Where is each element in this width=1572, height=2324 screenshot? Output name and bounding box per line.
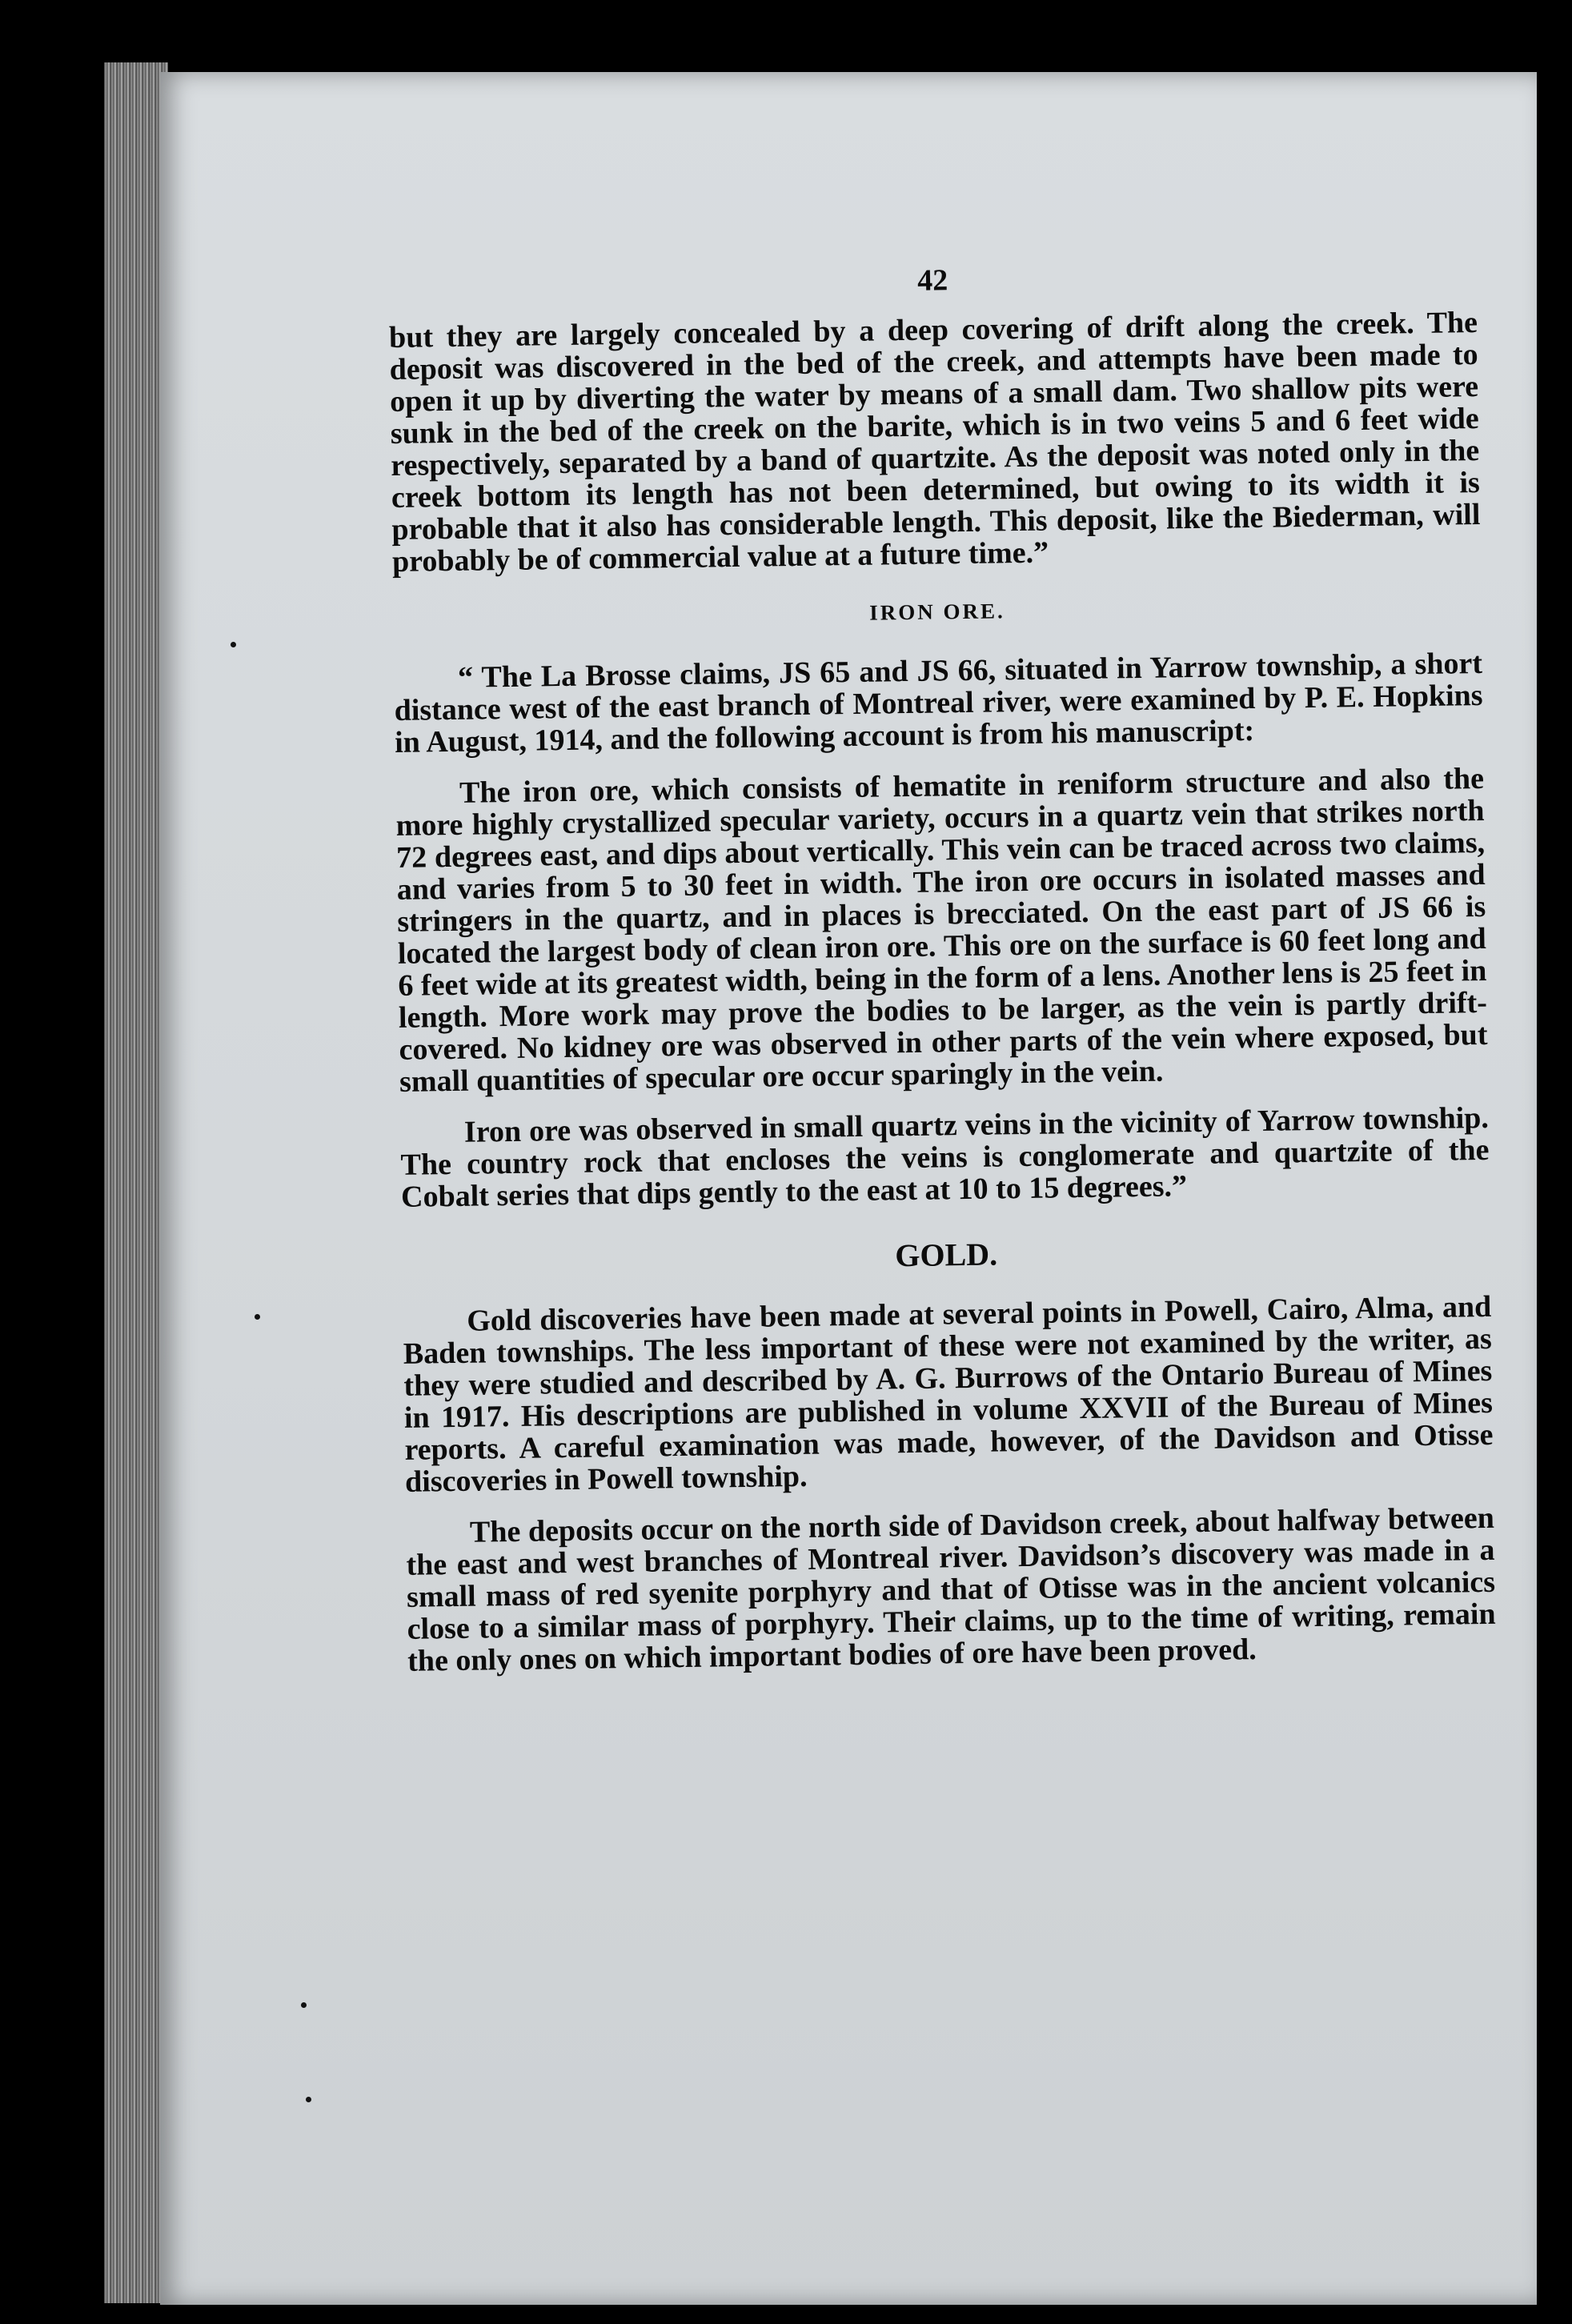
paragraph-iron-ore-yarrow: Iron ore was observed in small quartz veins in the vicinity of Yarrow township. The country rock that encloses the veins is conglomerate and quartzite of the Cobalt series that dips gently to the east at 10 to 15 degrees.” bbox=[400, 1100, 1490, 1214]
ink-speck bbox=[255, 1314, 260, 1320]
page-stack-edge bbox=[104, 62, 168, 2303]
paragraph-gold-discoveries: Gold discoveries have been made at several points in Powell, Cairo, Alma, and Baden townships. The less important of these were not examined by the writer, as they were studied and described by A. G. Burrows of the Ontario Bureau of Mines in 1917. His descriptions are published in volume XXVII of the Bureau of Mines reports. A careful examination was made, however, of the Davidson and Otisse discoveries in Powell township. bbox=[403, 1289, 1494, 1499]
paragraph-barite-continued: but they are largely concealed by a deep covering of drift along the creek. The deposit was discovered in the bed of the creek, and attempts have been made to open it up by diverting the water by means of a small dam. Two shallow pits were sunk in the bed of the creek on the barite, which is in two veins 5 and 6 feet wide respectively, separated by a band of quartzite. As the deposit was noted only in the creek bottom its length has not been determined, but owing to its width it is probable that it also has considerable length. This deposit, like the Biederman, will probably be of commercial value at a future time.” bbox=[388, 306, 1481, 579]
ink-speck bbox=[306, 2097, 311, 2102]
ink-speck bbox=[301, 2002, 307, 2008]
heading-iron-ore: IRON ORE. bbox=[869, 599, 1005, 625]
page-text bbox=[388, 257, 1496, 1677]
paragraph-iron-ore-description: The iron ore, which consists of hematite in reniform structure and also the more highly crystallized specular variety, occurs in a quartz vein that strikes north 72 degrees east, and dips about vertically. This vein can be traced across two claims, and varies from 5 to 30 feet in width. The iron ore occurs in isolated masses and stringers in the quartz, and in places is brecciated. On the east part of JS 66 is located the largest body of clean iron ore. This ore on the surface is 60 feet long and 6 feet wide at its greatest width, being in the form of a lens. Another lens is 25 feet in length. More work may prove the bodies to be larger, as the vein is partly drift-covered. No kidney ore was observed in other parts of the vein where exposed, but small quantities of specular ore occur sparingly in the vein. bbox=[395, 761, 1488, 1099]
page-number: 42 bbox=[916, 263, 948, 298]
ink-speck bbox=[231, 642, 236, 647]
heading-gold: GOLD. bbox=[894, 1236, 998, 1274]
paragraph-la-brosse-claims: “ The La Brosse claims, JS 65 and JS 66, situated in Yarrow township, a short distance west of the east branch of Montreal river, were examined by P. E. Hopkins in August, 1914, and the following account is from his manuscript: bbox=[394, 646, 1483, 759]
paragraph-davidson-creek: The deposits occur on the north side of Davidson creek, about halfway between the east and west branches of Montreal river. Davidson’s discovery was made in a small mass of red syenite porphyry and that of Otisse was in the ancient volcanics close to a similar mass of porphyry. Their claims, up to the time of writing, remain the only ones on which important bodies of ore have been proved. bbox=[406, 1501, 1496, 1678]
